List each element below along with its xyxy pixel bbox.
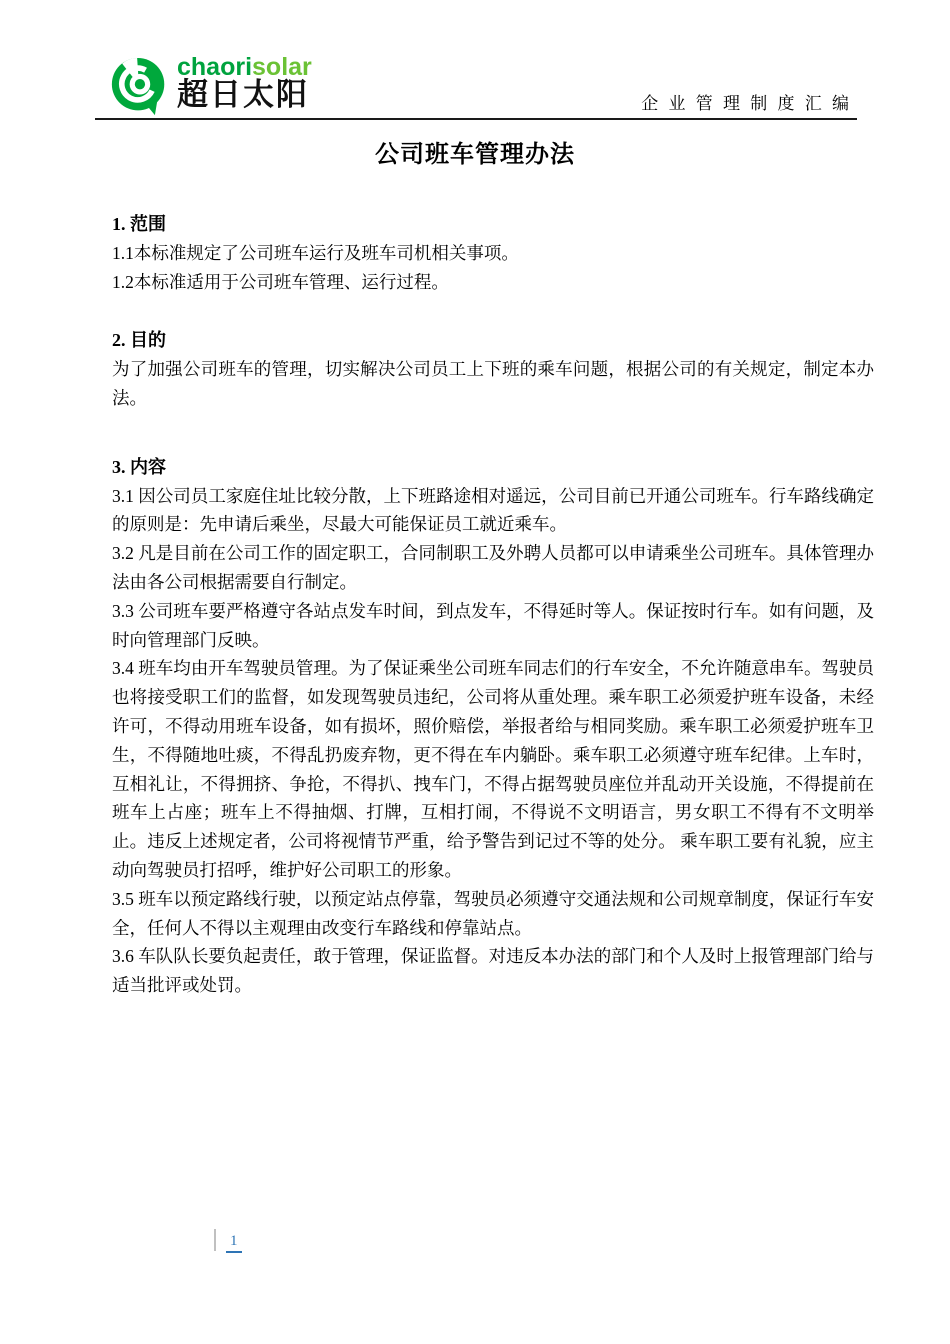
- paragraph-3-4: 3.4 班车均由开车驾驶员管理。为了保证乘坐公司班车同志们的行车安全，不允许随意串车。驾驶员也将接受职工们的监督，如发现驾驶员违纪，公司将从重处理。乘车职工必须爱护班车设备，未经许可，不得动用班车设备，如有损坏，照价赔偿，举报者给与相同奖励。乘车职工必须爱护班车卫生，不得随地吐痰，不得乱扔废弃物，更不得在车内躺卧。乘车职工必须遵守班车纪律。上车时，互相礼让，不得拥挤、争抢，不得扒、拽车门，不得占据驾驶员座位并乱动开关设施，不得提前在班车上占座；班车上不得抽烟、打牌，互相打闹，不得说不文明语言，男女职工不得有不文明举止。违反上述规定者，公司将视情节严重，给予警告到记过不等的处分。 乘车职工要有礼貌，应主动向驾驶员打招呼，维护好公司职工的形象。: [112, 658, 874, 880]
- footer-accent-bar: [214, 1229, 216, 1251]
- section-content: [112, 453, 874, 1000]
- document-title: 公司班车管理办法: [375, 142, 575, 168]
- section-scope-heading: 1. 范围: [112, 214, 166, 234]
- paragraph-purpose: 为了加强公司班车的管理，切实解决公司员工上下班的乘车问题，根据公司的有关规定，制定本办法。: [112, 359, 874, 408]
- document-body: [112, 210, 874, 1000]
- paragraph-3-1: 3.1 因公司员工家庭住址比较分散，上下班路途相对遥远，公司目前已开通公司班车。行车路线确定的原则是：先申请后乘坐，尽最大可能保证员工就近乘车。: [112, 485, 874, 535]
- brand-latin: [177, 53, 312, 81]
- page-number: 1: [226, 1231, 242, 1253]
- company-logo: [110, 53, 312, 118]
- header-divider-line: [95, 118, 857, 120]
- brand-text: [177, 53, 312, 112]
- page-footer: [214, 1229, 242, 1253]
- paragraph-1-2: 1.2本标准适用于公司班车管理、运行过程。: [112, 271, 449, 292]
- paragraph-1-1: 1.1本标准规定了公司班车运行及班车司机相关事项。: [112, 242, 519, 263]
- brand-chinese-name: 超日太阳: [177, 77, 309, 112]
- section-scope: [112, 210, 874, 296]
- paragraph-3-2: 3.2 凡是目前在公司工作的固定职工，合同制职工及外聘人员都可以申请乘坐公司班车。具体管理办法由各公司根据需要自行制定。: [112, 543, 874, 592]
- chaori-solar-logo-icon: [110, 56, 168, 118]
- section-content-heading: 3. 内容: [112, 456, 166, 477]
- brand-latin-bold: chaori: [177, 53, 253, 81]
- section-purpose-heading: 2. 目的: [112, 330, 166, 351]
- section-purpose: [112, 326, 874, 412]
- header-compilation-label: 企 业 管 理 制 度 汇 编: [641, 94, 852, 113]
- paragraph-3-5: 3.5 班车以预定路线行驶，以预定站点停靠，驾驶员必须遵守交通法规和公司规章制度，保证行车安全，任何人不得以主观理由改变行车路线和停靠站点。: [112, 888, 874, 938]
- paragraph-3-6: 3.6 车队队长要负起责任，敢于管理，保证监督。对违反本办法的部门和个人及时上报管理部门给与适当批评或处罚。: [112, 946, 874, 996]
- brand-latin-light: solar: [252, 53, 312, 81]
- paragraph-3-3: 3.3 公司班车要严格遵守各站点发车时间，到点发车，不得延时等人。保证按时行车。如有问题，及时向管理部门反映。: [112, 600, 874, 650]
